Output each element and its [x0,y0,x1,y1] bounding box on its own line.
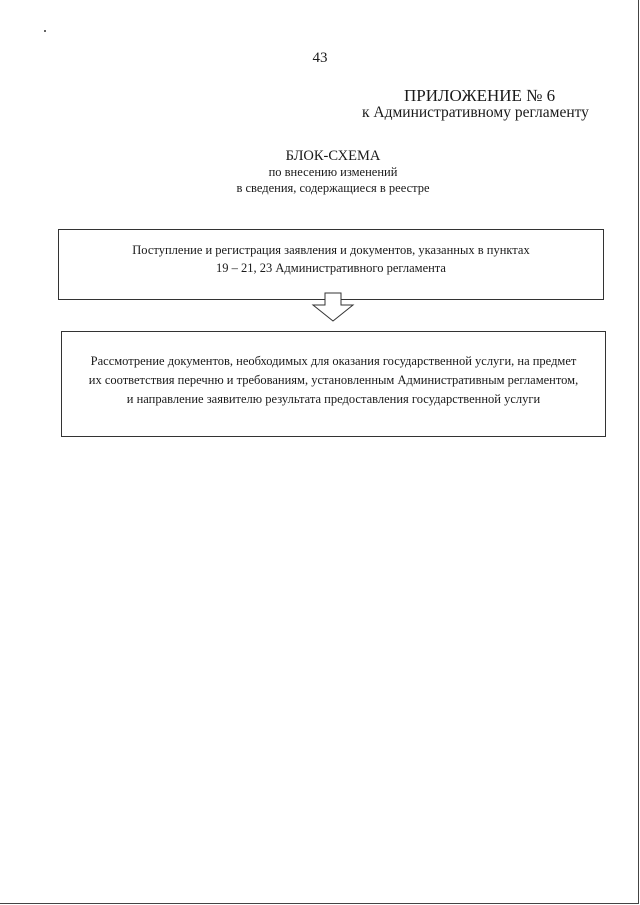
appendix-title: ПРИЛОЖЕНИЕ № 6 [404,86,556,105]
flow-step-2-line-1: Рассмотрение документов, необходимых для оказания государственной услуги, на предмет [90,354,577,368]
scan-speck [44,30,46,32]
flow-step-2-line-3: и направление заявителю результата предоставления государственной услуги [126,392,541,406]
flow-step-2-line-2: их соответствия перечню и требованиям, установленным Административным регламентом, [88,373,579,387]
down-arrow-icon [311,292,355,322]
scheme-header [218,148,448,196]
flow-step-2-box [61,331,606,437]
flow-step-1-box [58,229,604,300]
flow-step-1-line-2: 19 – 21, 23 Административного регламента [216,261,446,275]
flow-step-1-line-1: Поступление и регистрация заявления и документов, указанных в пунктах [132,243,530,257]
page-number: 43 [312,50,328,66]
appendix-subtitle: к Административному регламенту [362,104,589,121]
scheme-title: БЛОК-СХЕМА [285,148,381,164]
scheme-subtitle-line-1: по внесению изменений [268,165,398,179]
scheme-subtitle-line-2: в сведения, содержащиеся в реестре [236,181,430,195]
